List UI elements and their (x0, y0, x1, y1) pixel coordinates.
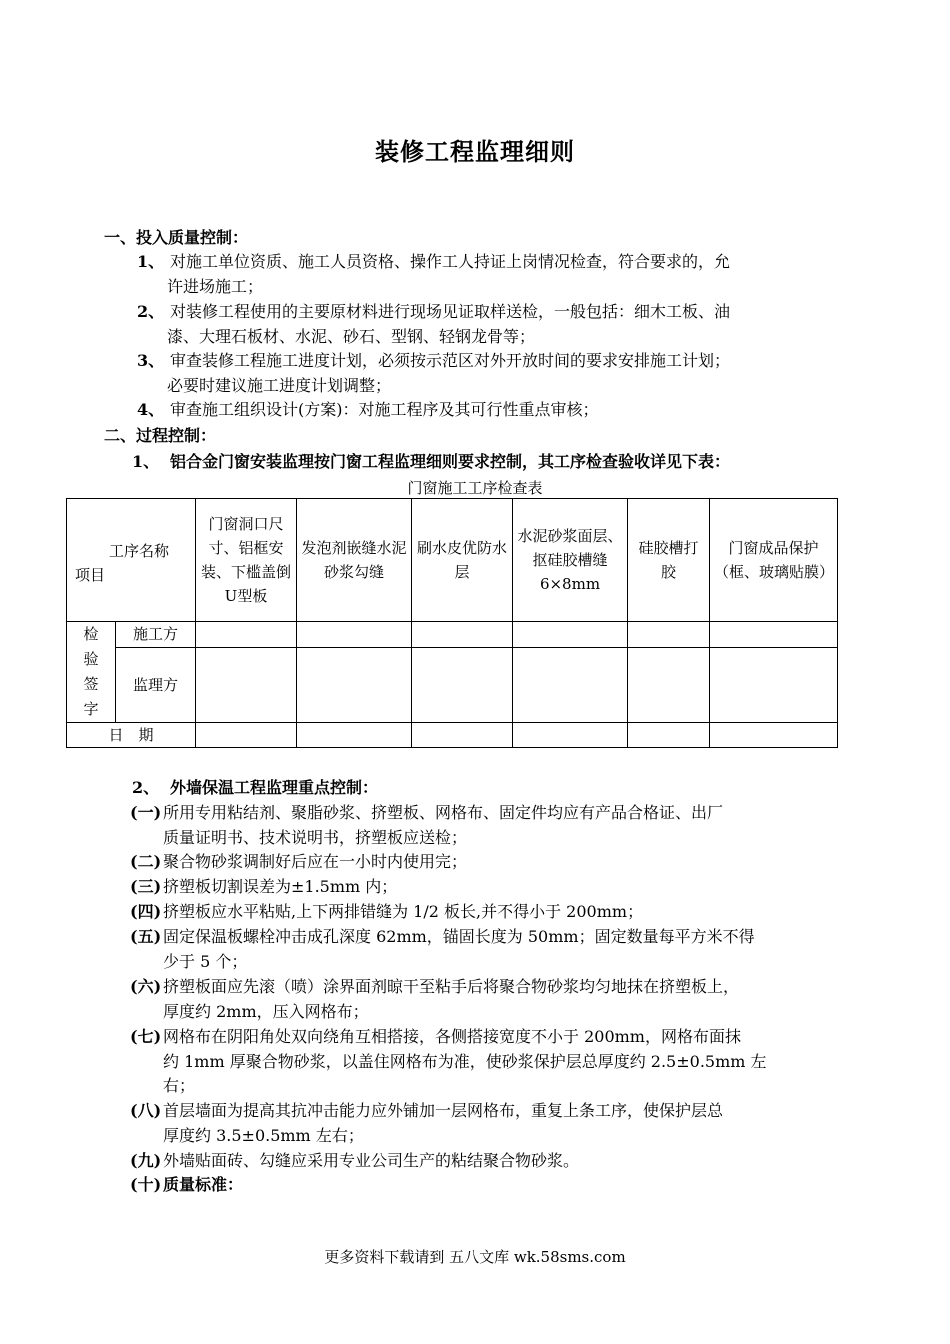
table-cell (710, 723, 838, 748)
list-item-text: 所用专用粘结剂、聚脂砂浆、挤塑板、网格布、固定件均应有产品合格证、出厂 (163, 803, 724, 822)
table-cell (513, 622, 628, 648)
column-header: 水泥砂浆面层、抠硅胶槽缝6×8mm (513, 499, 628, 622)
list-item-text: 外墙贴面砖、勾缝应采用专业公司生产的粘结聚合物砂浆。 (163, 1151, 580, 1170)
corner-item-label: 项目 (75, 566, 106, 584)
table-cell (412, 723, 513, 748)
list-item (130, 1025, 741, 1049)
list-item-number: 3、 (137, 351, 165, 370)
list-item-continuation: 质量证明书、技术说明书，挤塑板应送检； (163, 828, 468, 847)
list-item (130, 875, 397, 899)
subsection-text: 外墙保温工程监理重点控制： (170, 778, 379, 797)
list-item-continuation: 厚度约 2mm，压入网格布； (163, 1002, 369, 1021)
list-item-number: (三) (130, 877, 162, 896)
table-cell (710, 622, 838, 648)
table-cell (628, 723, 710, 748)
corner-process-label: 工序名称 (109, 542, 170, 560)
list-item-number: (一) (130, 803, 162, 822)
inspection-sign-text: 检验签字 (83, 625, 99, 718)
list-item (137, 398, 852, 422)
list-item-number: (七) (130, 1027, 162, 1046)
list-item (130, 850, 467, 874)
list-item-continuation: 约 1mm 厚聚合物砂浆，以盖住网格布为准，使砂浆保护层总厚度约 2.5±0.5mm 左 (163, 1052, 767, 1071)
table-cell (297, 622, 412, 648)
list-item-text: 首层墙面为提高其抗冲击能力应外铺加一层网格布，重复上条工序，使保护层总 (163, 1101, 724, 1120)
list-item-number: (六) (130, 977, 162, 996)
list-item-text: 固定保温板螺栓冲击成孔深度 62mm，锚固长度为 50mm；固定数量每平方米不得 (163, 927, 755, 946)
subsection-number: 2、 (132, 778, 160, 797)
column-header: 门窗成品保护（框、玻璃贴膜） (710, 499, 838, 622)
table-cell (710, 647, 838, 722)
list-item-text: 挤塑板切割误差为±1.5mm 内； (163, 877, 398, 896)
list-item (137, 250, 852, 274)
list-item-text: 审查施工组织设计(方案)：对施工程序及其可行性重点审核； (170, 400, 599, 419)
list-item-number: (八) (130, 1101, 162, 1120)
row-label-date: 日 期 (67, 723, 196, 748)
list-item-text: 审查装修工程施工进度计划，必须按示范区对外开放时间的要求安排施工计划； (170, 351, 731, 370)
page-footer: 更多资料下载请到 五八文库 wk.58sms.com (324, 1248, 626, 1266)
list-item-text: 挤塑板面应先滚（喷）涂界面剂晾干至粘手后将聚合物砂浆均匀地抹在挤塑板上， (163, 977, 740, 996)
document-title: 装修工程监理细则 (375, 137, 575, 166)
list-item-text: 质量标准： (163, 1175, 244, 1194)
list-item-number: (四) (130, 902, 162, 921)
row-label-contractor: 施工方 (116, 622, 196, 648)
table-cell (412, 647, 513, 722)
table-cell (412, 622, 513, 648)
table-cell (196, 647, 297, 722)
table-cell (297, 723, 412, 748)
subsection-text: 铝合金门窗安装监理按门窗工程监理细则要求控制，其工序检查验收详见下表： (170, 452, 731, 471)
table-cell (513, 647, 628, 722)
section-heading-quality-input: 一、投入质量控制： (104, 228, 249, 247)
inspection-table (66, 498, 838, 748)
list-item (137, 300, 852, 324)
list-item-continuation: 漆、大理石板材、水泥、砂石、型钢、轻钢龙骨等； (167, 327, 536, 346)
list-item (130, 801, 723, 825)
table-caption: 门窗施工工序检查表 (407, 479, 543, 497)
table-cell (196, 622, 297, 648)
list-item-text: 网格布在阴阳角处双向绕角互相搭接，各侧搭接宽度不小于 200mm，网格布面抹 (163, 1027, 741, 1046)
table-cell (196, 723, 297, 748)
row-label-supervisor: 监理方 (116, 647, 196, 722)
table-corner-header (67, 499, 196, 622)
list-item (130, 1149, 579, 1173)
subsection-heading-insulation (132, 776, 378, 800)
table-cell (297, 647, 412, 722)
list-item-number: (二) (130, 852, 162, 871)
table-cell (628, 647, 710, 722)
list-item-continuation: 少于 5 个； (163, 952, 248, 971)
list-item (130, 1173, 243, 1197)
list-item-text: 聚合物砂浆调制好后应在一小时内使用完； (163, 852, 468, 871)
list-item-text: 挤塑板应水平粘贴,上下两排错缝为 1/2 板长,并不得小于 200mm； (163, 902, 644, 921)
list-item-continuation: 右； (163, 1076, 196, 1095)
table-cell (513, 723, 628, 748)
list-item (130, 925, 755, 949)
list-item (130, 900, 643, 924)
list-item-number: 4、 (137, 400, 165, 419)
subsection-number: 1、 (132, 452, 160, 471)
list-item-number: (九) (130, 1151, 162, 1170)
section-heading-process-control: 二、过程控制： (104, 426, 217, 445)
column-header: 发泡剂嵌缝水泥砂浆勾缝 (297, 499, 412, 622)
list-item (130, 975, 739, 999)
subsection-heading (132, 450, 730, 474)
column-header: 门窗洞口尺寸、铝框安装、下槛盖倒U型板 (196, 499, 297, 622)
inspection-sign-label (67, 622, 116, 723)
list-item (137, 349, 852, 373)
table-cell (628, 622, 710, 648)
list-item-text: 对装修工程使用的主要原材料进行现场见证取样送检，一般包括：细木工板、油 (170, 302, 731, 321)
list-item-text: 对施工单位资质、施工人员资格、操作工人持证上岗情况检查，符合要求的，允 (170, 252, 731, 271)
column-header: 硅胶槽打 胶 (628, 499, 710, 622)
list-item-number: 2、 (137, 302, 165, 321)
list-item-number: (五) (130, 927, 162, 946)
list-item-continuation: 厚度约 3.5±0.5mm 左右； (163, 1126, 364, 1145)
column-header: 刷水皮优防水层 (412, 499, 513, 622)
list-item-number: (十) (130, 1175, 162, 1194)
list-item-continuation: 许进场施工； (167, 277, 264, 296)
list-item-continuation: 必要时建议施工进度计划调整； (167, 376, 392, 395)
list-item (130, 1099, 723, 1123)
list-item-number: 1、 (137, 252, 165, 271)
